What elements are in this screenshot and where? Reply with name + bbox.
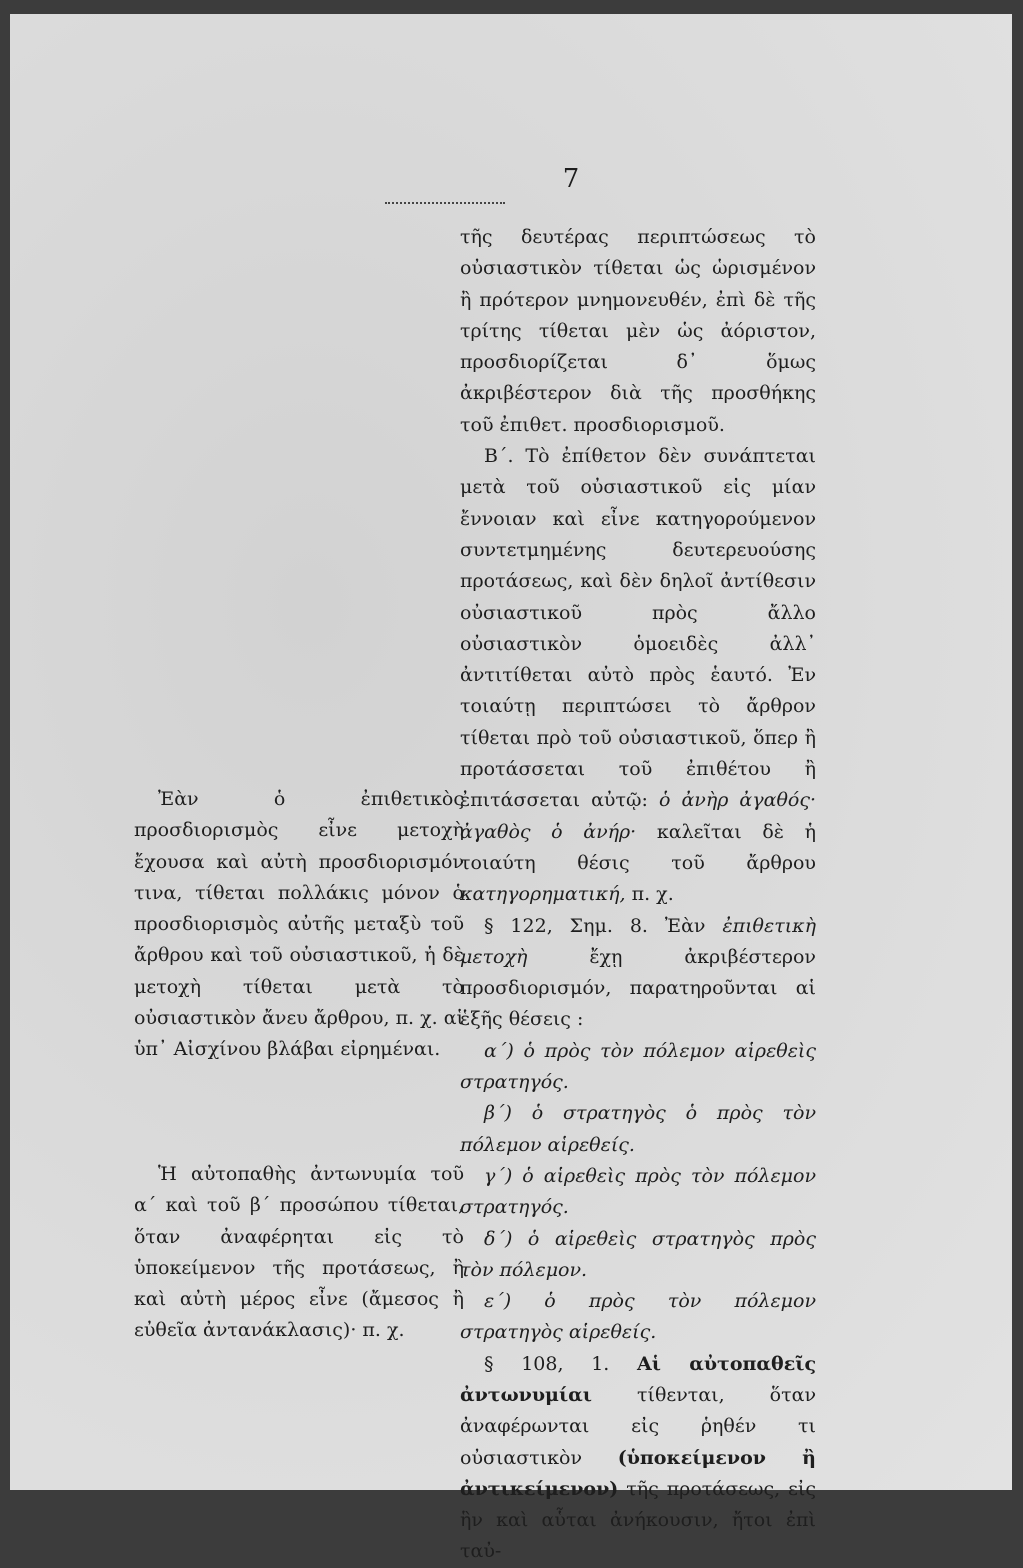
header-rule bbox=[385, 202, 505, 204]
margin-note-2 bbox=[134, 1159, 464, 1347]
paragraph-122 bbox=[460, 911, 816, 1036]
example-e: ε΄) ὁ πρὸς τὸν πόλεμον στρατηγὸς αἱρεθείς. bbox=[460, 1290, 816, 1344]
abbr-pch: π. χ. bbox=[631, 883, 674, 906]
paragraph-108-end: τῆς προτάσεως, εἰς ἣν καὶ αὗται ἀνήκουσιν, ἤτοι ἐπὶ ταὐ- bbox=[460, 1477, 816, 1563]
example-a: α΄) ὁ πρὸς τὸν πόλεμον αἱρεθεὶς στρατηγός. bbox=[460, 1039, 816, 1094]
term-autopatheis-antonymiai: Αἱ αὐτοπαθεῖς ἀντωνυμίαι bbox=[460, 1352, 817, 1406]
example-b: β΄) ὁ στρατηγὸς ὁ πρὸς τὸν πόλεμον αἱρεθείς. bbox=[460, 1102, 816, 1156]
example-aner-agathos: ὁ ἀνὴρ ἀγαθός· ἀγαθὸς ὁ ἀνήρ· bbox=[460, 789, 817, 843]
paragraph-beta-end: καλεῖται δὲ ἡ τοιαύτη θέσις τοῦ ἄρθρου bbox=[460, 820, 816, 874]
section-ref-108: § 108, 1. bbox=[484, 1352, 610, 1375]
paragraph-108-mid: τίθενται, ὅταν ἀναφέρωνται εἰς ῥηθέν τι οὐσιαστικὸν bbox=[460, 1383, 817, 1469]
paragraph-continuation: τῆς δευτέρας περιπτώσεως τὸ οὐσιαστικὸν τίθεται ὡς ὡρισμένον ἢ πρότερον μνημονευθέν, ἐπὶ δὲ τῆς τρίτης τίθεται μὲν ὡς ἀόριστον, προσδιορίζεται δ᾽ ὅμως ἀκριβέστερον διὰ τῆς προσθήκης τοῦ ἐπιθετ. προσδιορισμοῦ. bbox=[460, 226, 816, 436]
paragraph-108 bbox=[460, 1349, 816, 1568]
example-d: δ΄) ὁ αἱρεθεὶς στρατηγὸς πρὸς τὸν πόλεμον. bbox=[460, 1227, 816, 1281]
term-kategorimatiki: κατηγορηματική, bbox=[460, 883, 626, 906]
paragraph-beta bbox=[460, 441, 816, 910]
term-epithetiki-metochi: ἐπιθετικὴ μετοχὴ bbox=[460, 914, 816, 968]
term-ypokeimenon-antikeimenon: (ὑποκείμενον ἢ ἀντικείμενον) bbox=[460, 1446, 816, 1500]
margin-note-1 bbox=[134, 784, 464, 1066]
margin-note-2-text: Ἡ αὐτοπαθὴς ἀντωνυμία τοῦ α΄ καὶ τοῦ β΄ προσώπου τίθεται, ὅταν ἀναφέρηται εἰς τὸ ὑποκείμενον τῆς προτάσεως, ἢ καὶ αὐτὴ μέρος εἶνε (ἄμεσος ἢ εὐθεῖα ἀντανάκλασις)· π. χ. bbox=[134, 1163, 464, 1342]
example-c: γ΄) ὁ αἱρεθεὶς πρὸς τὸν πόλεμον στρατηγός. bbox=[460, 1164, 816, 1219]
paragraph-122-rest: ἔχῃ ἀκριβέστερον προσδιορισμόν, παρατηροῦνται αἱ ἑξῆς θέσεις : bbox=[460, 945, 816, 1031]
scanned-page bbox=[10, 14, 1012, 1563]
margin-note-1-text: Ἐὰν ὁ ἐπιθετικὸς προσδιορισμὸς εἶνε μετοχὴ ἔχουσα καὶ αὐτὴ προσδιορισμόν τινα, τίθεται πολλάκις μόνον ὁ προσδιορισμὸς αὐτῆς μεταξὺ τοῦ ἄρθρου καὶ τοῦ οὐσιαστικοῦ, ἡ δὲ μετοχὴ τίθεται μετὰ τὸ οὐσιαστικὸν ἄνευ ἄρθρου, π. χ. αἱ ὑπ᾽ Αἰσχίνου βλάβαι εἰρημέναι. bbox=[134, 788, 465, 1061]
page-number: 7 bbox=[562, 164, 580, 194]
main-text-column bbox=[460, 222, 816, 1568]
section-ref-122: § 122, Σημ. 8. Ἐὰν bbox=[484, 914, 706, 937]
paragraph-beta-text: Β΄. Τὸ ἐπίθετον δὲν συνάπτεται μετὰ τοῦ οὐσιαστικοῦ εἰς μίαν ἔννοιαν καὶ εἶνε κατηγορούμενον συντετμημένης δευτερευούσης προτάσεως, καὶ δὲν δηλοῖ ἀντίθεσιν οὐσιαστικοῦ πρὸς ἄλλο οὐσιαστικὸν ὁμοειδὲς ἀλλ᾽ ἀντιτίθεται αὐτὸ πρὸς ἑαυτό. Ἐν τοιαύτῃ περιπτώσει τὸ ἄρθρον τίθεται πρὸ τοῦ οὐσιαστικοῦ, ὅπερ ἢ προτάσσεται τοῦ ἐπιθέτου ἢ ἐπιτάσσεται αὐτῷ: bbox=[460, 445, 816, 812]
